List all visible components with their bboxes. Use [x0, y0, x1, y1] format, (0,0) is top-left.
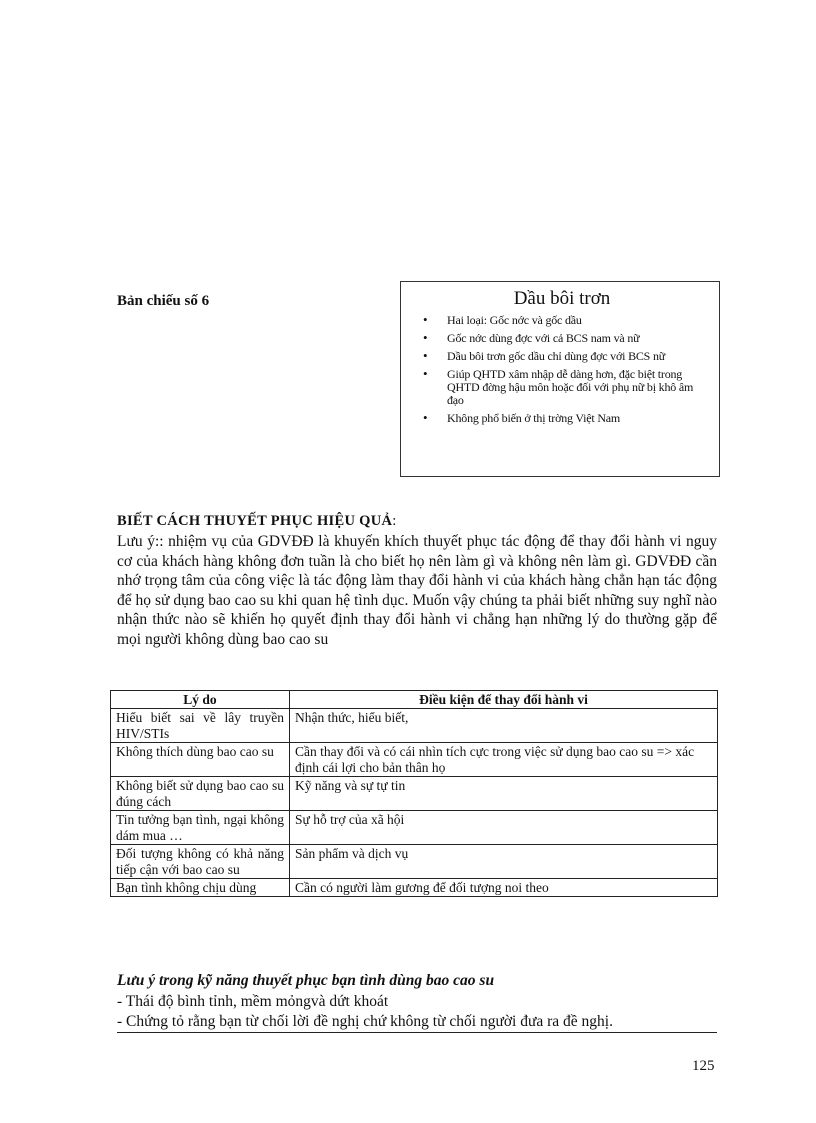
slide-bullet-item	[415, 314, 709, 327]
slide-bullet-text: Dầu bôi trơn gốc dầu chỉ dùng đợc với BCS nữ	[447, 349, 666, 363]
slide-bullet-text: Hai loại: Gốc nớc và gốc dầu	[447, 313, 582, 327]
slide-title: Dầu bôi trơn	[513, 288, 611, 309]
slide-bullet-list	[415, 314, 709, 425]
table-row	[111, 811, 718, 845]
reason-cell: Không biết sử dụng bao cao su đúng cách	[111, 777, 290, 811]
slide-bullet-item	[415, 368, 709, 407]
condition-cell: Cần thay đổi và có cái nhìn tích cực trong việc sử dụng bao cao su => xác định cái lợi cho bản thân họ	[290, 743, 718, 777]
slide-bullet-item	[415, 412, 709, 425]
table-header-row	[111, 691, 718, 709]
bullet-icon: •	[423, 366, 428, 381]
bottom-rule	[117, 1032, 717, 1033]
bullet-icon: •	[423, 410, 428, 425]
slide-bullet-text: Giúp QHTD xâm nhập dễ dàng hơn, đặc biệt trong QHTD đờng hậu môn hoặc đối với phụ nữ bị khô âm đạo	[447, 367, 694, 407]
condition-cell: Cần có người làm gương để đối tượng noi theo	[290, 879, 718, 897]
note-line: - Thái độ bình tỉnh, mềm mỏngvà dứt khoát	[117, 993, 389, 1010]
note-title: Lưu ý trong kỹ năng thuyết phục bạn tình dùng bao cao su	[117, 972, 495, 989]
reasons-table	[110, 690, 718, 897]
table-row	[111, 709, 718, 743]
condition-cell: Sự hỗ trợ của xã hội	[290, 811, 718, 845]
table-row	[111, 743, 718, 777]
bullet-icon: •	[423, 312, 428, 327]
note-line: - Chứng tỏ rằng bạn từ chối lời đề nghị chứ không từ chối người đưa ra đề nghị.	[117, 1013, 613, 1030]
section-paragraph: Lưu ý:: nhiệm vụ của GDVĐĐ là khuyến khích thuyết phục tác động để thay đổi hành vi nguy cơ của khách hàng không đơn tuần là cho biết họ nên làm gì và không nên làm gì. GDVĐĐ cần nhớ trọng tâm của công việc là tác động làm thay đổi hành vi của khách hàng chẳn hạn tác động để họ sử dụng bao cao su khi quan hệ tình dục. Muốn vậy chúng ta phải biết những suy nghĩ nào nhận thức nào sẽ khiến họ quyết định thay đổi hành vi chẳng hạn những lý do thường gặp để mọi người không dùng bao cao su	[117, 533, 717, 648]
section-title	[117, 513, 396, 530]
slide-bullet-item	[415, 350, 709, 363]
column-header-reason: Lý do	[111, 691, 290, 709]
bullet-icon: •	[423, 348, 428, 363]
slide-bullet-text: Không phổ biến ở thị trờng Việt Nam	[447, 411, 621, 425]
slide-label: Bản chiếu số 6	[117, 293, 210, 309]
table-row	[111, 845, 718, 879]
reason-cell: Không thích dùng bao cao su	[111, 743, 290, 777]
condition-cell: Sản phẩm và dịch vụ	[290, 845, 718, 879]
table-row	[111, 777, 718, 811]
section-title-text: BIẾT CÁCH THUYẾT PHỤC HIỆU QUẢ	[117, 513, 393, 529]
column-header-condition: Điều kiện để thay đổi hành vi	[290, 691, 718, 709]
slide-bullet-item	[415, 332, 709, 345]
table-row	[111, 879, 718, 897]
reason-cell: Tin tưởng bạn tình, ngại không dám mua …	[111, 811, 290, 845]
reason-cell: Hiểu biết sai về lây truyền HIV/STIs	[111, 709, 290, 743]
reason-cell: Bạn tình không chịu dùng	[111, 879, 290, 897]
slide-box	[400, 281, 720, 477]
condition-cell: Nhận thức, hiểu biết,	[290, 709, 718, 743]
bullet-icon: •	[423, 330, 428, 345]
slide-bullet-text: Gốc nớc dùng đợc với cả BCS nam và nữ	[447, 331, 640, 345]
section-title-suffix: :	[392, 513, 397, 529]
page-number: 125	[692, 1058, 715, 1074]
condition-cell: Kỹ năng và sự tự tin	[290, 777, 718, 811]
reason-cell: Đối tượng không có khả năng tiếp cận với bao cao su	[111, 845, 290, 879]
